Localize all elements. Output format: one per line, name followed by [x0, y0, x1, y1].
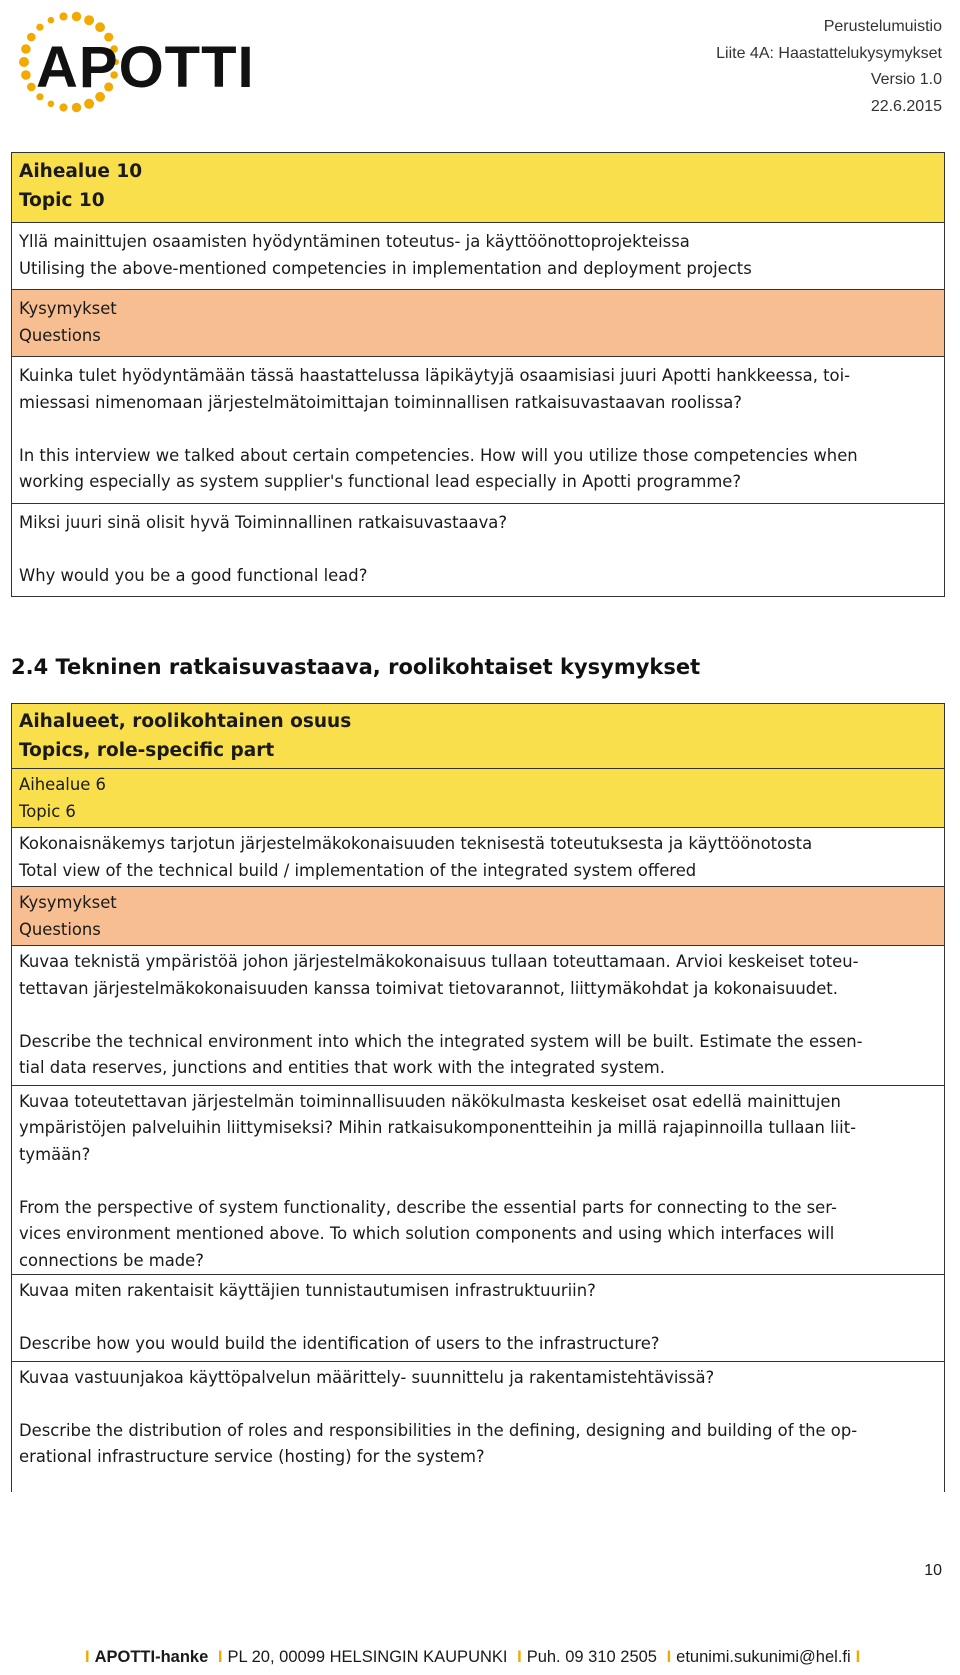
question-text: tial data reserves, junctions and entities that work with the integrated system.	[19, 1058, 665, 1077]
topic-header-row	[11, 769, 945, 828]
question-text: Describe the technical environment into which the integrated system will be built. Estimate the essen-	[19, 1031, 863, 1051]
question-row-1	[11, 946, 945, 1086]
logo-dot	[84, 15, 94, 25]
question-text: tettavan järjestelmäkokonaisuuden kanssa toimivat tietovarannot, liittymäkohdat ja kokonaisuudet.	[19, 978, 838, 998]
question-row-1	[11, 357, 945, 504]
questions-en: Questions	[19, 919, 101, 939]
topic-fi: Aihealue 10	[19, 161, 143, 182]
section-heading: 2.4 Tekninen ratkaisuvastaava, roolikohtaiset kysymykset	[11, 655, 701, 679]
footer-org: APOTTI-hanke	[94, 1648, 209, 1666]
logo-dot	[72, 12, 81, 21]
topic-header-row	[11, 152, 945, 223]
question-text: miessasi nimenomaan järjestelmätoimittajan toiminnallisen ratkaisuvastaavan roolissa?	[19, 392, 742, 412]
topic-6-table	[11, 703, 945, 1492]
question-text: Kuinka tulet hyödyntämään tässä haastattelussa läpikäytyjä osaamisiasi juuri Apotti hankkeessa, toi-	[19, 366, 851, 385]
question-text: Miksi juuri sinä olisit hyvä Toiminnallinen ratkaisuvastaava?	[19, 512, 508, 532]
question-text: Why would you be a good functional lead?	[19, 565, 368, 585]
logo-dot	[48, 17, 55, 24]
question-text: Describe the distribution of roles and responsibilities in the defining, designing and building of the op-	[19, 1420, 858, 1440]
description-fi: Kokonaisnäkemys tarjotun järjestelmäkokonaisuuden teknisestä toteutuksesta ja käyttöönotosta	[19, 834, 813, 853]
question-text: Kuvaa toteutettavan järjestelmän toiminnallisuuden näkökulmasta keskeiset osat edellä mainittujen	[19, 1091, 841, 1111]
description-en: Total view of the technical build / implementation of the integrated system offered	[19, 860, 697, 880]
document-header	[716, 14, 942, 120]
footer-address: PL 20, 00099 HELSINGIN KAUPUNKI	[227, 1648, 508, 1666]
doc-title: Perustelumuistio	[823, 18, 942, 35]
role-part-row	[11, 703, 945, 769]
topic-description-row	[11, 223, 945, 290]
question-text: erational infrastructure service (hosting) for the system?	[19, 1447, 485, 1466]
questions-header-row	[11, 290, 945, 357]
logo-dot	[48, 101, 55, 108]
question-row-2	[11, 504, 945, 598]
topic-description-row	[11, 828, 945, 887]
question-text: tymään?	[19, 1144, 91, 1164]
logo-dot	[19, 57, 29, 67]
question-text: Kuvaa miten rakentaisit käyttäjien tunnistautumisen infrastruktuuriin?	[19, 1281, 596, 1300]
question-text: Kuvaa vastuunjakoa käyttöpalvelun määrittely- suunnittelu ja rakentamistehtävissä?	[19, 1367, 715, 1387]
question-row-4	[11, 1362, 945, 1492]
description-fi: Yllä mainittujen osaamisten hyödyntäminen toteutus- ja käyttöönottoprojekteissa	[19, 232, 690, 251]
question-text: Describe how you would build the identification of users to the infrastructure?	[19, 1334, 660, 1353]
questions-header-row	[11, 887, 945, 946]
role-part-fi: Aihalueet, roolikohtainen osuus	[19, 711, 352, 732]
topic-fi: Aihealue 6	[19, 775, 106, 794]
logo-dot	[72, 103, 81, 112]
logo-dot	[21, 70, 31, 80]
question-row-2	[11, 1086, 945, 1276]
question-text: ympäristöjen palveluihin liittymiseksi? Mihin ratkaisukomponentteihin ja millä rajapinnoilla tullaan liit-	[19, 1118, 857, 1137]
date-label: 22.6.2015	[870, 97, 942, 115]
questions-fi: Kysymykset	[19, 299, 117, 318]
question-text: Kuvaa teknistä ympäristöä johon järjestelmäkokonaisuus tullaan toteuttamaan. Arvioi keskeiset toteu-	[19, 952, 859, 971]
version-label: Versio 1.0	[870, 71, 942, 88]
question-text: In this interview we talked about certain competencies. How will you utilize those competencies when	[19, 445, 858, 465]
question-text: vices environment mentioned above. To which solution components and using which interfaces will	[19, 1224, 835, 1243]
questions-en: Questions	[19, 325, 101, 345]
page-footer: I APOTTI-hanke I PL 20, 00099 HELSINGIN KAUPUNKI I Puh. 09 310 2505 I etunimi.sukunimi@hel.fi I	[85, 1648, 861, 1666]
topic-en: Topic 10	[19, 190, 105, 211]
logo-dot	[21, 44, 31, 54]
apotti-logo	[8, 4, 255, 122]
question-text: working especially as system supplier's functional lead especially in Apotti programme?	[19, 472, 742, 491]
role-part-en: Topics, role-specific part	[19, 740, 275, 761]
question-row-3	[11, 1275, 945, 1362]
logo-dot	[27, 83, 36, 92]
description-en: Utilising the above-mentioned competencies in implementation and deployment projects	[19, 258, 752, 278]
logo-dot	[95, 22, 105, 32]
page-number: 10	[924, 1562, 942, 1579]
questions-fi: Kysymykset	[19, 893, 117, 912]
footer-email: etunimi.sukunimi@hel.fi	[676, 1648, 851, 1666]
logo-dot	[59, 12, 67, 20]
logo-dot	[59, 103, 67, 111]
logo-dot	[36, 24, 43, 31]
attachment-label: Liite 4A: Haastattelukysymykset	[716, 44, 942, 62]
question-text: From the perspective of system functionality, describe the essential parts for connecting to the ser-	[19, 1197, 837, 1217]
logo-text: APOTTI	[36, 35, 255, 100]
question-text: connections be made?	[19, 1250, 204, 1270]
topic-10-table	[11, 152, 945, 597]
logo-dot	[27, 33, 36, 42]
topic-en: Topic 6	[19, 801, 76, 821]
footer-phone: Puh. 09 310 2505	[526, 1648, 657, 1666]
